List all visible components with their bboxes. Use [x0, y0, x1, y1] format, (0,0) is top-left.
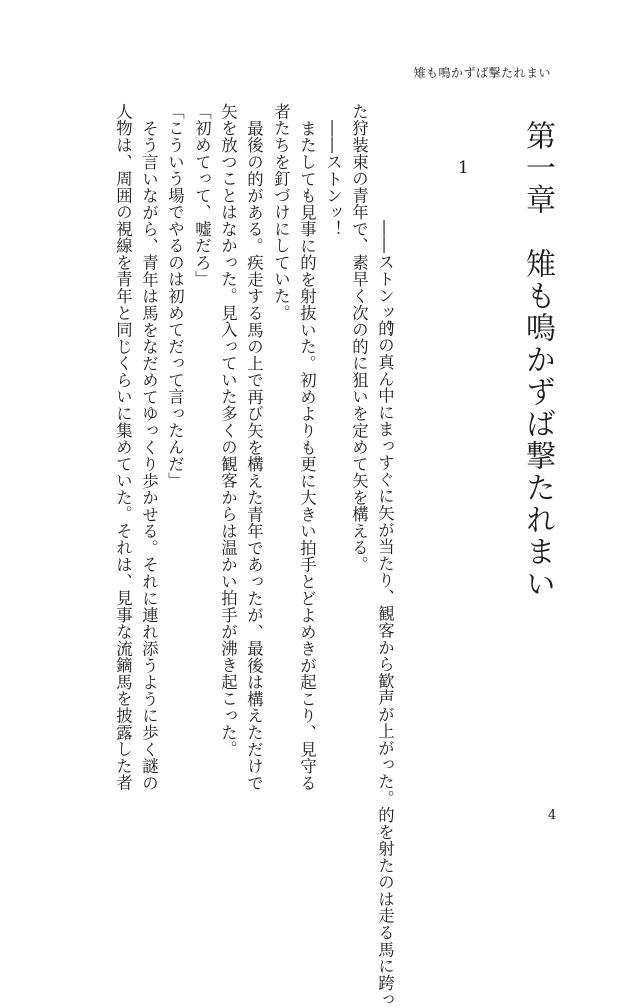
body-line-11: そう言いながら、青年は馬をなだめてゆっくり歩かせる。それに連れ添うように歩く謎の	[139, 120, 159, 792]
body-line-7: 最後の的がある。疾走する馬の上で再び矢を構えた青年であったが、最後は構えただけで	[244, 120, 264, 792]
body-line-4: ――ストンッ！	[323, 120, 343, 238]
body-line-9: 「初めてって、嘘だろ」	[192, 103, 212, 288]
section-number: 1	[458, 158, 469, 178]
body-line-12: 人物は、周囲の視線を青年と同じくらいに集めていた。それは、見事な流鏑馬を披露した者	[113, 103, 133, 791]
running-head-title: 雉も鳴かずば撃たれまい	[413, 66, 551, 80]
chapter-title: 第一章 雉も鳴かずば撃たれまい	[520, 120, 555, 600]
page-number: 4	[548, 808, 557, 823]
body-line-5: またしても見事に的を射抜いた。初めよりも更に大きい拍手とどよめきが起こり、見守る	[297, 120, 317, 792]
body-line-10: 「こういう場でやるのは初めてだって言ったんだ」	[165, 103, 185, 489]
body-line-3: た狩装束の青年で、素早く次の的に狙いを定めて矢を構える。	[349, 103, 369, 573]
body-line-6: 者たちを釘づけにしていた。	[271, 103, 291, 322]
body-line-2: 的の真ん中にまっすぐに矢が当たり、観客から歓声が上がった。的を射たのは走る馬に跨っ	[375, 320, 395, 1008]
body-line-8: 矢を放つことはなかった。見入っていた多くの観客からは温かい拍手が沸き起こった。	[218, 103, 238, 758]
body-line-1: ――ストンッ！	[375, 220, 395, 338]
